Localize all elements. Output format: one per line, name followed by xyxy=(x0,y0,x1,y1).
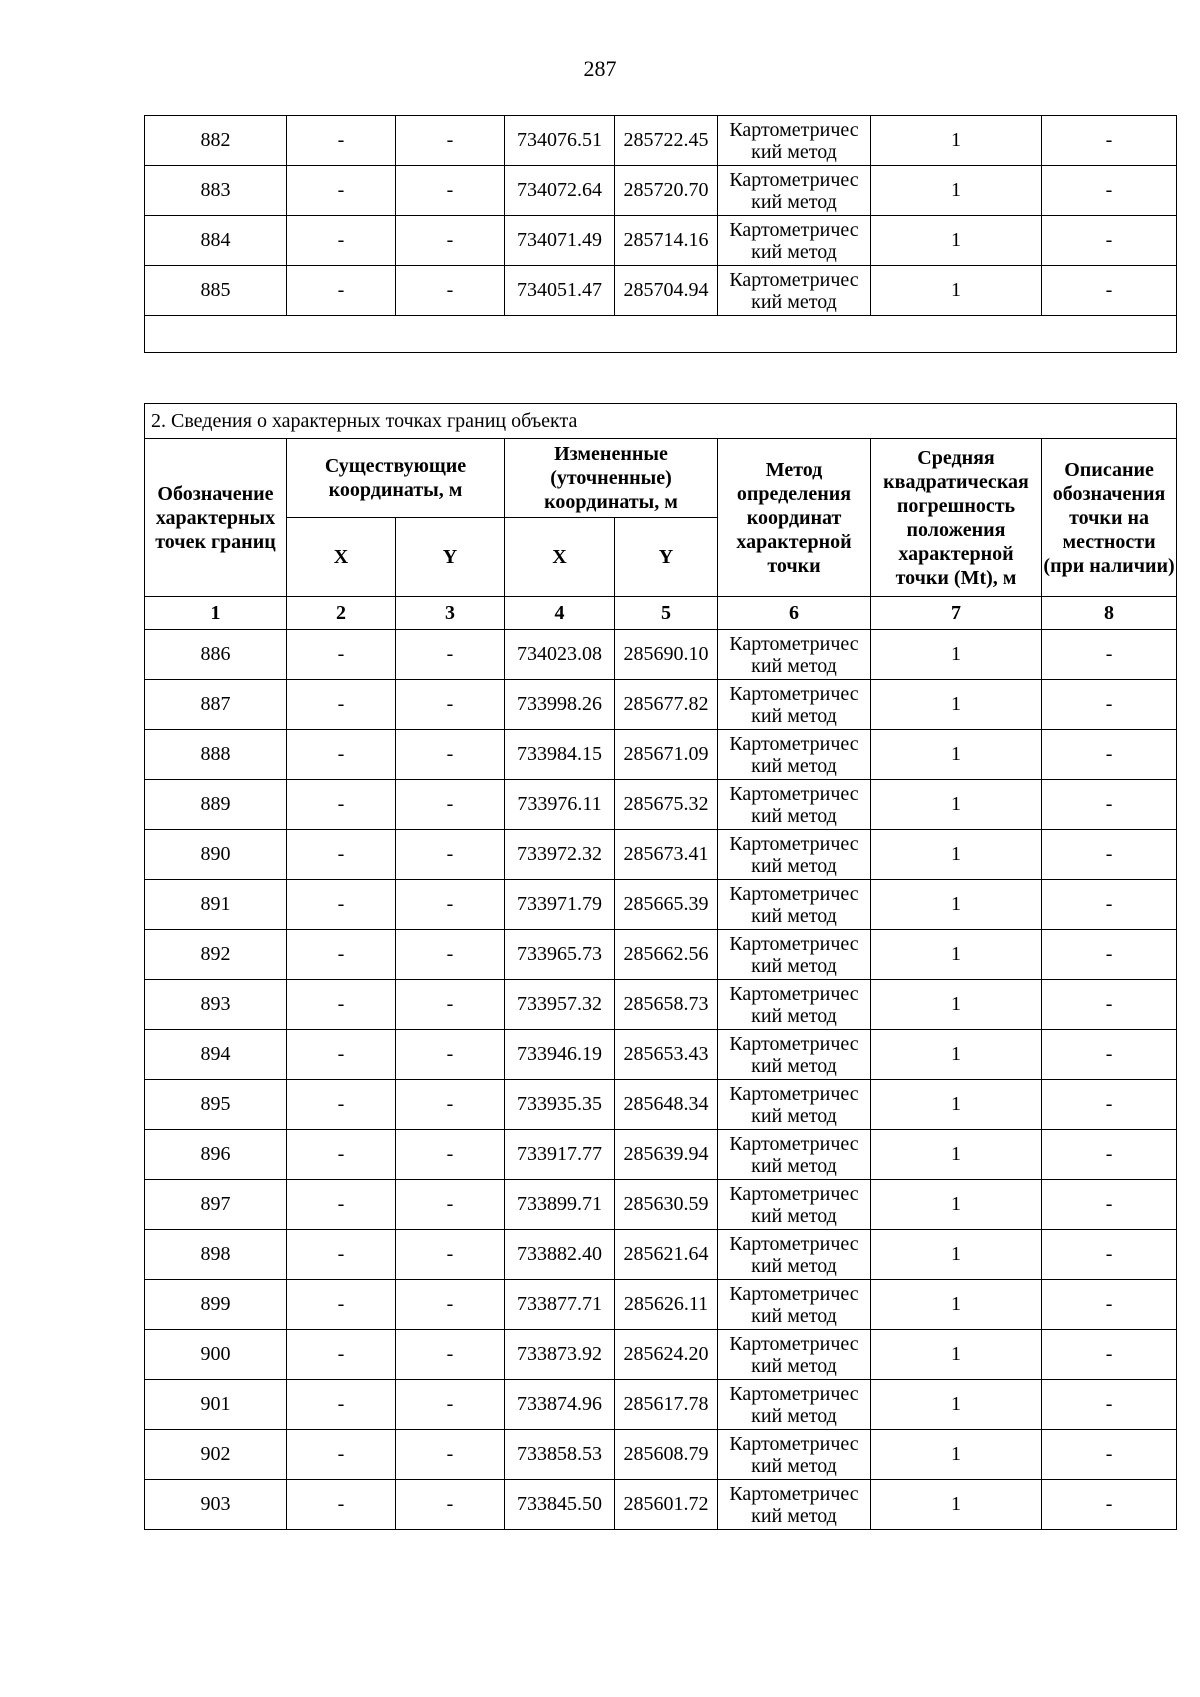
changed-y-cell: 285624.20 xyxy=(615,1330,718,1380)
column-number: 2 xyxy=(287,597,396,630)
existing-y-cell: - xyxy=(396,1380,505,1430)
changed-y-cell: 285653.43 xyxy=(615,1030,718,1080)
description-cell: - xyxy=(1042,1080,1177,1130)
method-cell: Картометричес кий метод xyxy=(718,1230,871,1280)
existing-y-cell: - xyxy=(396,980,505,1030)
error-cell: 1 xyxy=(871,730,1042,780)
column-number: 3 xyxy=(396,597,505,630)
error-cell: 1 xyxy=(871,1330,1042,1380)
header-existing-x: X xyxy=(287,518,396,597)
empty-row xyxy=(145,316,1177,353)
changed-x-cell: 733935.35 xyxy=(505,1080,615,1130)
changed-y-cell: 285608.79 xyxy=(615,1430,718,1480)
header-changed-x: X xyxy=(505,518,615,597)
error-cell: 1 xyxy=(871,116,1042,166)
existing-x-cell: - xyxy=(287,116,396,166)
existing-x-cell: - xyxy=(287,930,396,980)
description-cell: - xyxy=(1042,1330,1177,1380)
table-row xyxy=(145,216,1177,266)
changed-y-cell: 285626.11 xyxy=(615,1280,718,1330)
changed-y-cell: 285722.45 xyxy=(615,116,718,166)
existing-y-cell: - xyxy=(396,830,505,880)
table-row xyxy=(145,630,1177,680)
point-id-cell: 888 xyxy=(145,730,287,780)
changed-x-cell: 733845.50 xyxy=(505,1480,615,1530)
existing-y-cell: - xyxy=(396,1330,505,1380)
existing-y-cell: - xyxy=(396,780,505,830)
method-cell: Картометричес кий метод xyxy=(718,830,871,880)
point-id-cell: 882 xyxy=(145,116,287,166)
existing-x-cell: - xyxy=(287,166,396,216)
description-cell: - xyxy=(1042,980,1177,1030)
changed-y-cell: 285675.32 xyxy=(615,780,718,830)
existing-x-cell: - xyxy=(287,680,396,730)
table-row xyxy=(145,680,1177,730)
changed-y-cell: 285690.10 xyxy=(615,630,718,680)
table-row xyxy=(145,1480,1177,1530)
header-changed-y: Y xyxy=(615,518,718,597)
existing-x-cell: - xyxy=(287,780,396,830)
method-cell: Картометричес кий метод xyxy=(718,630,871,680)
existing-y-cell: - xyxy=(396,930,505,980)
table-row xyxy=(145,1080,1177,1130)
existing-x-cell: - xyxy=(287,880,396,930)
changed-x-cell: 733899.71 xyxy=(505,1180,615,1230)
description-cell: - xyxy=(1042,1480,1177,1530)
existing-y-cell: - xyxy=(396,216,505,266)
error-cell: 1 xyxy=(871,930,1042,980)
description-cell: - xyxy=(1042,266,1177,316)
error-cell: 1 xyxy=(871,166,1042,216)
column-number-row xyxy=(145,597,1177,630)
changed-x-cell: 733917.77 xyxy=(505,1130,615,1180)
description-cell: - xyxy=(1042,216,1177,266)
description-cell: - xyxy=(1042,1230,1177,1280)
existing-x-cell: - xyxy=(287,266,396,316)
error-cell: 1 xyxy=(871,1230,1042,1280)
method-cell: Картометричес кий метод xyxy=(718,1380,871,1430)
existing-x-cell: - xyxy=(287,1480,396,1530)
page-number: 287 xyxy=(583,56,617,81)
table-row xyxy=(145,1230,1177,1280)
changed-y-cell: 285704.94 xyxy=(615,266,718,316)
existing-y-cell: - xyxy=(396,266,505,316)
table-row xyxy=(145,780,1177,830)
error-cell: 1 xyxy=(871,216,1042,266)
error-cell: 1 xyxy=(871,1130,1042,1180)
description-cell: - xyxy=(1042,780,1177,830)
header-designation: Обозначение характерных точек границ xyxy=(145,439,287,597)
existing-y-cell: - xyxy=(396,680,505,730)
existing-y-cell: - xyxy=(396,1480,505,1530)
table-body xyxy=(145,630,1177,1530)
table-row xyxy=(145,1330,1177,1380)
method-cell: Картометричес кий метод xyxy=(718,266,871,316)
existing-y-cell: - xyxy=(396,1030,505,1080)
point-id-cell: 894 xyxy=(145,1030,287,1080)
point-id-cell: 897 xyxy=(145,1180,287,1230)
method-cell: Картометричес кий метод xyxy=(718,930,871,980)
changed-x-cell: 734076.51 xyxy=(505,116,615,166)
changed-y-cell: 285673.41 xyxy=(615,830,718,880)
description-cell: - xyxy=(1042,1280,1177,1330)
changed-x-cell: 733874.96 xyxy=(505,1380,615,1430)
method-cell: Картометричес кий метод xyxy=(718,216,871,266)
existing-y-cell: - xyxy=(396,1280,505,1330)
existing-y-cell: - xyxy=(396,1180,505,1230)
error-cell: 1 xyxy=(871,266,1042,316)
changed-x-cell: 733873.92 xyxy=(505,1330,615,1380)
table-row xyxy=(145,1380,1177,1430)
header-changed-coords: Измененные (уточненные) координаты, м xyxy=(505,439,718,518)
changed-y-cell: 285662.56 xyxy=(615,930,718,980)
existing-x-cell: - xyxy=(287,1430,396,1480)
table-row xyxy=(145,730,1177,780)
column-number: 4 xyxy=(505,597,615,630)
method-cell: Картометричес кий метод xyxy=(718,1480,871,1530)
table-title: 2. Сведения о характерных точках границ объекта xyxy=(145,404,1177,439)
method-cell: Картометричес кий метод xyxy=(718,1430,871,1480)
changed-y-cell: 285648.34 xyxy=(615,1080,718,1130)
existing-x-cell: - xyxy=(287,1330,396,1380)
existing-y-cell: - xyxy=(396,1430,505,1480)
column-number: 1 xyxy=(145,597,287,630)
existing-y-cell: - xyxy=(396,1080,505,1130)
point-id-cell: 891 xyxy=(145,880,287,930)
point-id-cell: 890 xyxy=(145,830,287,880)
method-cell: Картометричес кий метод xyxy=(718,1030,871,1080)
point-id-cell: 896 xyxy=(145,1130,287,1180)
table-row xyxy=(145,980,1177,1030)
table-row xyxy=(145,880,1177,930)
changed-y-cell: 285601.72 xyxy=(615,1480,718,1530)
existing-y-cell: - xyxy=(396,880,505,930)
existing-x-cell: - xyxy=(287,1180,396,1230)
changed-x-cell: 734023.08 xyxy=(505,630,615,680)
method-cell: Картометричес кий метод xyxy=(718,1180,871,1230)
existing-y-cell: - xyxy=(396,630,505,680)
method-cell: Картометричес кий метод xyxy=(718,116,871,166)
changed-x-cell: 733965.73 xyxy=(505,930,615,980)
column-number: 5 xyxy=(615,597,718,630)
existing-x-cell: - xyxy=(287,830,396,880)
changed-y-cell: 285677.82 xyxy=(615,680,718,730)
empty-cell xyxy=(145,316,1177,353)
changed-y-cell: 285621.64 xyxy=(615,1230,718,1280)
existing-x-cell: - xyxy=(287,980,396,1030)
existing-x-cell: - xyxy=(287,630,396,680)
description-cell: - xyxy=(1042,1030,1177,1080)
description-cell: - xyxy=(1042,166,1177,216)
point-id-cell: 892 xyxy=(145,930,287,980)
existing-x-cell: - xyxy=(287,730,396,780)
method-cell: Картометричес кий метод xyxy=(718,166,871,216)
point-id-cell: 901 xyxy=(145,1380,287,1430)
method-cell: Картометричес кий метод xyxy=(718,780,871,830)
error-cell: 1 xyxy=(871,980,1042,1030)
changed-x-cell: 733957.32 xyxy=(505,980,615,1030)
existing-y-cell: - xyxy=(396,166,505,216)
table-body xyxy=(145,116,1177,353)
table-row xyxy=(145,1180,1177,1230)
column-number: 6 xyxy=(718,597,871,630)
method-cell: Картометричес кий метод xyxy=(718,880,871,930)
table-row xyxy=(145,116,1177,166)
existing-x-cell: - xyxy=(287,1080,396,1130)
error-cell: 1 xyxy=(871,1080,1042,1130)
method-cell: Картометричес кий метод xyxy=(718,980,871,1030)
description-cell: - xyxy=(1042,1180,1177,1230)
description-cell: - xyxy=(1042,730,1177,780)
existing-x-cell: - xyxy=(287,1230,396,1280)
table-row xyxy=(145,166,1177,216)
changed-y-cell: 285617.78 xyxy=(615,1380,718,1430)
error-cell: 1 xyxy=(871,630,1042,680)
changed-y-cell: 285671.09 xyxy=(615,730,718,780)
existing-x-cell: - xyxy=(287,1280,396,1330)
table-row xyxy=(145,830,1177,880)
existing-x-cell: - xyxy=(287,1130,396,1180)
header-method: Метод определения координат характерной точки xyxy=(718,439,871,597)
point-id-cell: 889 xyxy=(145,780,287,830)
description-cell: - xyxy=(1042,880,1177,930)
changed-x-cell: 733858.53 xyxy=(505,1430,615,1480)
error-cell: 1 xyxy=(871,830,1042,880)
existing-x-cell: - xyxy=(287,1380,396,1430)
point-id-cell: 883 xyxy=(145,166,287,216)
point-id-cell: 899 xyxy=(145,1280,287,1330)
point-id-cell: 885 xyxy=(145,266,287,316)
changed-y-cell: 285639.94 xyxy=(615,1130,718,1180)
point-id-cell: 887 xyxy=(145,680,287,730)
coordinates-table-continued xyxy=(144,115,1177,353)
point-id-cell: 903 xyxy=(145,1480,287,1530)
existing-y-cell: - xyxy=(396,1230,505,1280)
description-cell: - xyxy=(1042,1430,1177,1480)
existing-y-cell: - xyxy=(396,730,505,780)
header-error: Средняя квадратическая погрешность положения характерной точки (Mt), м xyxy=(871,439,1042,597)
changed-x-cell: 733971.79 xyxy=(505,880,615,930)
description-cell: - xyxy=(1042,680,1177,730)
boundary-points-table xyxy=(144,403,1177,1530)
existing-x-cell: - xyxy=(287,216,396,266)
description-cell: - xyxy=(1042,1380,1177,1430)
description-cell: - xyxy=(1042,830,1177,880)
description-cell: - xyxy=(1042,1130,1177,1180)
changed-x-cell: 733976.11 xyxy=(505,780,615,830)
changed-x-cell: 733984.15 xyxy=(505,730,615,780)
error-cell: 1 xyxy=(871,1180,1042,1230)
error-cell: 1 xyxy=(871,780,1042,830)
changed-x-cell: 734051.47 xyxy=(505,266,615,316)
method-cell: Картометричес кий метод xyxy=(718,730,871,780)
changed-y-cell: 285630.59 xyxy=(615,1180,718,1230)
header-existing-coords: Существующие координаты, м xyxy=(287,439,505,518)
existing-y-cell: - xyxy=(396,116,505,166)
changed-x-cell: 733972.32 xyxy=(505,830,615,880)
table-row xyxy=(145,930,1177,980)
method-cell: Картометричес кий метод xyxy=(718,1280,871,1330)
changed-y-cell: 285720.70 xyxy=(615,166,718,216)
header-description: Описание обозначения точки на местности (при наличии) xyxy=(1042,439,1177,597)
changed-x-cell: 733877.71 xyxy=(505,1280,615,1330)
changed-x-cell: 733882.40 xyxy=(505,1230,615,1280)
table-row xyxy=(145,266,1177,316)
description-cell: - xyxy=(1042,630,1177,680)
changed-x-cell: 733946.19 xyxy=(505,1030,615,1080)
existing-x-cell: - xyxy=(287,1030,396,1080)
error-cell: 1 xyxy=(871,1380,1042,1430)
changed-y-cell: 285665.39 xyxy=(615,880,718,930)
changed-y-cell: 285658.73 xyxy=(615,980,718,1030)
description-cell: - xyxy=(1042,930,1177,980)
method-cell: Картометричес кий метод xyxy=(718,1130,871,1180)
table-row xyxy=(145,1430,1177,1480)
changed-x-cell: 734072.64 xyxy=(505,166,615,216)
error-cell: 1 xyxy=(871,1480,1042,1530)
error-cell: 1 xyxy=(871,880,1042,930)
point-id-cell: 898 xyxy=(145,1230,287,1280)
method-cell: Картометричес кий метод xyxy=(718,1080,871,1130)
error-cell: 1 xyxy=(871,680,1042,730)
error-cell: 1 xyxy=(871,1280,1042,1330)
changed-x-cell: 734071.49 xyxy=(505,216,615,266)
table-row xyxy=(145,1280,1177,1330)
header-existing-y: Y xyxy=(396,518,505,597)
point-id-cell: 895 xyxy=(145,1080,287,1130)
column-number: 7 xyxy=(871,597,1042,630)
table-row xyxy=(145,1030,1177,1080)
method-cell: Картометричес кий метод xyxy=(718,680,871,730)
point-id-cell: 884 xyxy=(145,216,287,266)
description-cell: - xyxy=(1042,116,1177,166)
changed-x-cell: 733998.26 xyxy=(505,680,615,730)
column-number: 8 xyxy=(1042,597,1177,630)
point-id-cell: 900 xyxy=(145,1330,287,1380)
error-cell: 1 xyxy=(871,1030,1042,1080)
error-cell: 1 xyxy=(871,1430,1042,1480)
point-id-cell: 902 xyxy=(145,1430,287,1480)
existing-y-cell: - xyxy=(396,1130,505,1180)
method-cell: Картометричес кий метод xyxy=(718,1330,871,1380)
changed-y-cell: 285714.16 xyxy=(615,216,718,266)
point-id-cell: 886 xyxy=(145,630,287,680)
point-id-cell: 893 xyxy=(145,980,287,1030)
table-row xyxy=(145,1130,1177,1180)
